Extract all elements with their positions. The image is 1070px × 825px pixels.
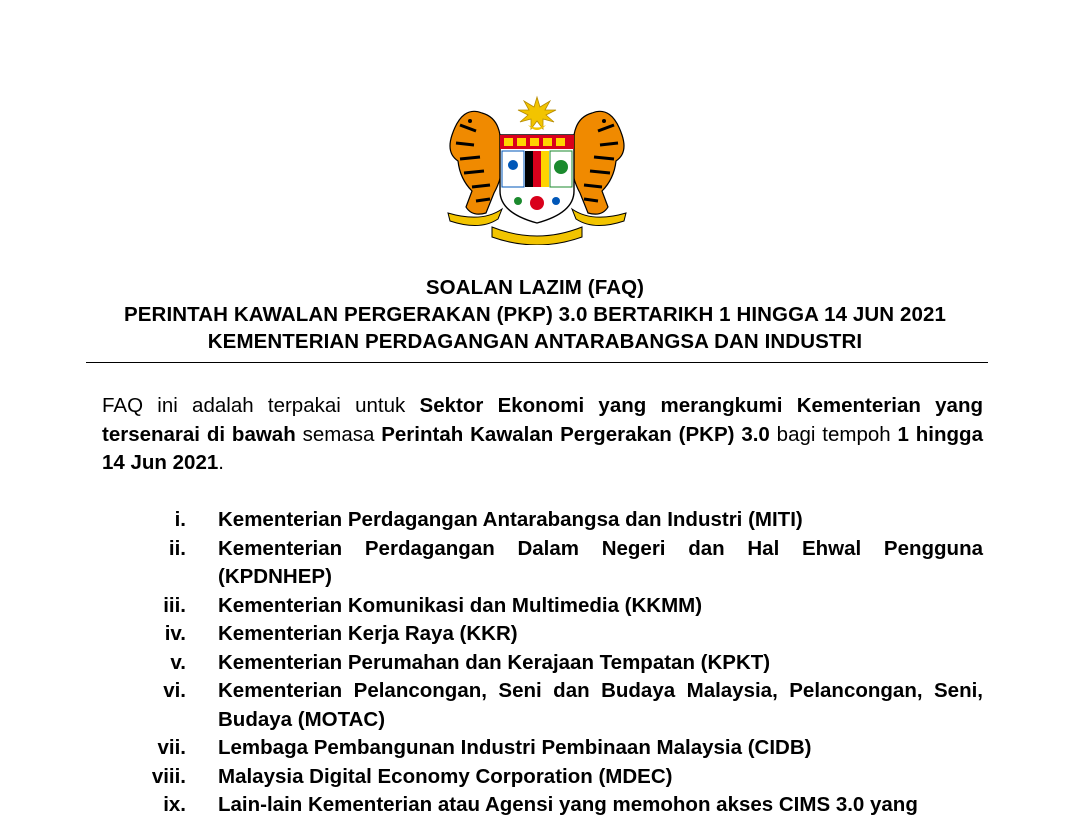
ministry-name: KEMENTERIAN PERDAGANGAN ANTARABANGSA DAN INDUSTRI bbox=[207, 330, 863, 353]
list-item bbox=[140, 506, 983, 535]
list-item-number: viii. bbox=[151, 764, 186, 788]
intro-paragraph bbox=[102, 392, 983, 478]
intro-bold-1: Sektor Ekonomi yang merangkumi Kementerian yang tersenarai di bawah bbox=[102, 394, 984, 446]
document-heading bbox=[0, 274, 1070, 355]
list-item bbox=[140, 734, 983, 763]
list-item-number: vii. bbox=[157, 736, 186, 759]
list-item-number: vi. bbox=[163, 679, 186, 702]
page-subtitle: PERINTAH KAWALAN PERGERAKAN (PKP) 3.0 BERTARIKH 1 HINGGA 14 JUN 2021 bbox=[124, 303, 946, 326]
list-item-text: Kementerian Perumahan dan Kerajaan Tempatan (KPKT) bbox=[218, 650, 771, 674]
page-title: SOALAN LAZIM (FAQ) bbox=[425, 276, 645, 299]
federal-star-icon bbox=[518, 97, 556, 130]
intro-text-1: FAQ ini adalah terpakai untuk bbox=[102, 394, 420, 417]
list-item-text: Malaysia Digital Economy Corporation (MDEC) bbox=[218, 764, 673, 788]
list-item bbox=[140, 620, 983, 649]
intro-bold-2: Perintah Kawalan Pergerakan (PKP) 3.0 bbox=[381, 422, 770, 446]
right-tiger-icon bbox=[572, 111, 624, 214]
list-item-number: i. bbox=[174, 508, 186, 531]
list-item-number: iv. bbox=[164, 622, 186, 645]
list-item-text: Lain-lain Kementerian atau Agensi yang memohon akses CIMS 3.0 yang bbox=[218, 793, 918, 816]
list-item bbox=[140, 649, 983, 678]
ministry-list bbox=[140, 506, 983, 820]
list-item-text: Kementerian Kerja Raya (KKR) bbox=[218, 622, 518, 645]
coat-of-arms-graphic bbox=[442, 95, 632, 245]
list-item bbox=[140, 592, 983, 621]
list-item-text: Kementerian Pelancongan, Seni dan Budaya Malaysia, Pelancongan, Seni, Budaya (MOTAC) bbox=[218, 679, 983, 731]
intro-text-3: bagi tempoh bbox=[769, 422, 898, 446]
list-item-number: ix. bbox=[163, 793, 186, 816]
list-item-number: iii. bbox=[163, 593, 186, 617]
list-item bbox=[140, 677, 983, 734]
list-item bbox=[140, 535, 983, 592]
shield-icon bbox=[500, 135, 574, 223]
list-item-number: v. bbox=[170, 650, 186, 674]
list-item bbox=[140, 763, 983, 792]
list-item-text: Lembaga Pembangunan Industri Pembinaan Malaysia (CIDB) bbox=[218, 736, 812, 759]
intro-bold-3: 1 hingga 14 Jun 2021 bbox=[102, 422, 983, 474]
list-item bbox=[140, 791, 983, 820]
list-item-text: Kementerian Perdagangan Antarabangsa dan Industri (MITI) bbox=[218, 508, 803, 531]
intro-text-2: semasa bbox=[295, 422, 382, 446]
header-divider bbox=[86, 362, 988, 363]
intro-text-4: . bbox=[218, 451, 224, 474]
left-tiger-icon bbox=[450, 111, 502, 214]
malaysia-coat-of-arms-logo bbox=[442, 95, 632, 245]
list-item-number: ii. bbox=[168, 536, 186, 560]
list-item-text: Kementerian Komunikasi dan Multimedia (KKMM) bbox=[218, 593, 703, 617]
list-item-text: Kementerian Perdagangan Dalam Negeri dan Hal Ehwal Pengguna (KPDNHEP) bbox=[218, 536, 983, 588]
